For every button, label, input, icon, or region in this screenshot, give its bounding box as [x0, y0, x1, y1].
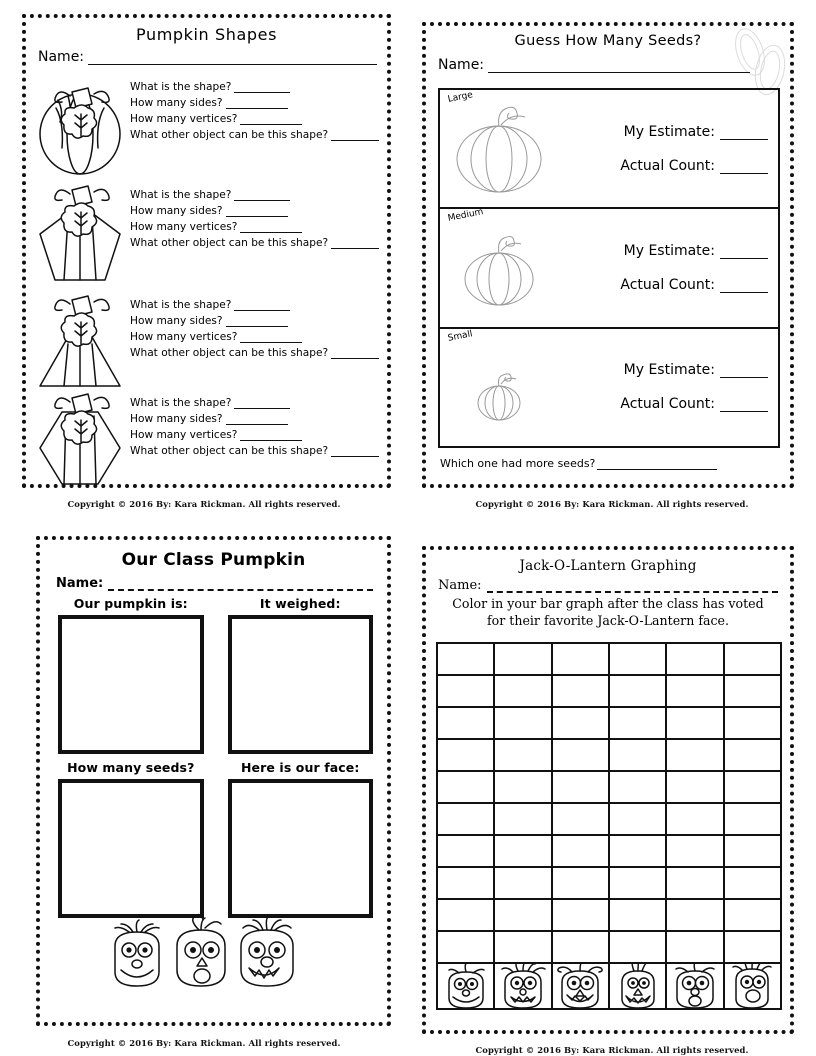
- estimate-fields: [558, 243, 778, 293]
- table-row-large: [440, 90, 778, 209]
- name-label: Name:: [56, 576, 104, 591]
- graph-cell[interactable]: [667, 772, 724, 802]
- graph-cell[interactable]: [495, 900, 552, 930]
- graph-cell[interactable]: [495, 644, 552, 674]
- cell-here-is-our-face: [228, 760, 374, 918]
- graph-cell[interactable]: [725, 900, 780, 930]
- shape-block-hexagon: [34, 392, 381, 492]
- graph-cell[interactable]: [438, 804, 495, 834]
- graph-cell[interactable]: [553, 804, 610, 834]
- graph-cell[interactable]: [438, 644, 495, 674]
- hexagon-pumpkin-icon: [34, 392, 126, 492]
- graph-cell[interactable]: [495, 772, 552, 802]
- axis-face-2: [495, 962, 552, 1008]
- answer-blank[interactable]: [331, 131, 379, 141]
- name-field-row: [438, 578, 778, 593]
- cell-label: It weighed:: [259, 596, 341, 611]
- graph-cell[interactable]: [438, 740, 495, 770]
- axis-face-1: [438, 962, 495, 1008]
- drawing-box[interactable]: [228, 779, 374, 918]
- graph-cell[interactable]: [438, 868, 495, 898]
- circle-pumpkin-icon: [34, 76, 126, 180]
- shape-block-pentagon: [34, 184, 381, 288]
- name-field-row: [56, 576, 373, 591]
- estimate-label: My Estimate:: [623, 123, 715, 140]
- answer-blank[interactable]: [226, 207, 288, 217]
- pentagon-pumpkin-icon: [34, 184, 126, 288]
- worksheet-jack-o-lantern-graphing: [408, 528, 816, 1056]
- name-label: Name:: [38, 49, 85, 65]
- graph-cell[interactable]: [667, 708, 724, 738]
- question-sides: How many sides?: [130, 205, 223, 218]
- question-other-object: What other object can be this shape?: [130, 237, 329, 250]
- shape-questions: [130, 294, 381, 394]
- cell-our-pumpkin-is: [58, 596, 204, 754]
- graph-cell[interactable]: [610, 836, 667, 866]
- graph-cell[interactable]: [495, 708, 552, 738]
- graph-cell[interactable]: [610, 644, 667, 674]
- graph-row: [438, 932, 780, 964]
- page-title-graphing: Jack-O-Lantern Graphing: [519, 558, 697, 574]
- graph-row: [438, 644, 780, 676]
- page-title-pumpkin-shapes: Pumpkin Shapes: [135, 25, 278, 44]
- copyright-notice: Copyright © 2016 By: Kara Rickman. All rights reserved.: [67, 499, 341, 509]
- worksheet-class-pumpkin: [0, 528, 408, 1056]
- question-other-object: What other object can be this shape?: [130, 347, 329, 360]
- graph-cell[interactable]: [438, 932, 495, 962]
- shape-questions: [130, 76, 381, 180]
- question-vertices: How many vertices?: [130, 221, 238, 234]
- size-label-medium: Medium: [447, 207, 485, 225]
- graph-row: [438, 804, 780, 836]
- cell-label: How many seeds?: [67, 760, 195, 775]
- shape-block-triangle: [34, 294, 381, 394]
- graph-cell[interactable]: [725, 676, 780, 706]
- graph-cell[interactable]: [725, 804, 780, 834]
- graph-cell[interactable]: [667, 868, 724, 898]
- graph-cell[interactable]: [610, 708, 667, 738]
- answer-blank[interactable]: [240, 431, 302, 441]
- axis-face-5: [667, 962, 724, 1008]
- actual-count-label: Actual Count:: [620, 396, 715, 413]
- graph-cell[interactable]: [553, 932, 610, 962]
- graph-cell[interactable]: [610, 740, 667, 770]
- graph-row: [438, 868, 780, 900]
- graph-cell[interactable]: [438, 836, 495, 866]
- estimate-input-line[interactable]: [720, 128, 768, 140]
- graph-cell[interactable]: [495, 740, 552, 770]
- estimate-table: [438, 88, 780, 448]
- answer-blank[interactable]: [234, 191, 290, 201]
- cell-label: Here is our face:: [241, 760, 360, 775]
- actual-count-input-line[interactable]: [720, 400, 768, 412]
- question-vertices: How many vertices?: [130, 113, 238, 126]
- axis-face-6: [725, 962, 780, 1008]
- triangle-pumpkin-icon: [34, 294, 126, 394]
- graph-cell[interactable]: [610, 900, 667, 930]
- graph-cell[interactable]: [553, 708, 610, 738]
- graph-cell[interactable]: [725, 836, 780, 866]
- large-pumpkin-icon: [440, 101, 558, 197]
- drawing-box[interactable]: [58, 615, 204, 754]
- graph-row: [438, 676, 780, 708]
- medium-pumpkin-icon: [440, 227, 558, 309]
- graph-cell[interactable]: [438, 708, 495, 738]
- graph-cell[interactable]: [667, 644, 724, 674]
- pumpkin-face-trio: [40, 908, 387, 996]
- question-other-object: What other object can be this shape?: [130, 129, 329, 142]
- graph-cell[interactable]: [610, 932, 667, 962]
- answer-blank[interactable]: [234, 399, 290, 409]
- graph-cell[interactable]: [495, 868, 552, 898]
- instructions: [432, 596, 784, 629]
- answer-blank[interactable]: [331, 447, 379, 457]
- graph-cell[interactable]: [553, 644, 610, 674]
- graph-cell[interactable]: [495, 836, 552, 866]
- answer-blank[interactable]: [240, 223, 302, 233]
- jack-o-lantern-faces-icon: [99, 910, 329, 996]
- page-title-class-pumpkin: Our Class Pumpkin: [121, 550, 306, 570]
- answer-blank[interactable]: [226, 317, 288, 327]
- graph-cell[interactable]: [725, 644, 780, 674]
- graph-cell[interactable]: [553, 740, 610, 770]
- actual-count-input-line[interactable]: [720, 162, 768, 174]
- graph-cell[interactable]: [667, 740, 724, 770]
- small-pumpkin-icon: [440, 347, 558, 427]
- graph-cell[interactable]: [667, 932, 724, 962]
- graph-axis-face-row: [436, 962, 782, 1010]
- instructions-line-2: for their favorite Jack-O-Lantern face.: [487, 612, 729, 628]
- graph-cell[interactable]: [438, 676, 495, 706]
- graph-cell[interactable]: [667, 804, 724, 834]
- graph-cell[interactable]: [553, 836, 610, 866]
- graph-cell[interactable]: [610, 676, 667, 706]
- copyright-notice: Copyright © 2016 By: Kara Rickman. All rights reserved.: [475, 499, 749, 509]
- answer-blank[interactable]: [240, 115, 302, 125]
- answer-blank[interactable]: [331, 349, 379, 359]
- name-field-row: [438, 57, 750, 73]
- question-shape: What is the shape?: [130, 397, 232, 409]
- question-other-object: What other object can be this shape?: [130, 445, 329, 458]
- drawing-box[interactable]: [58, 779, 204, 918]
- axis-face-3: [553, 962, 610, 1008]
- graph-cell[interactable]: [725, 772, 780, 802]
- answer-blank[interactable]: [226, 99, 288, 109]
- question-sides: How many sides?: [130, 97, 223, 110]
- graph-cell[interactable]: [495, 804, 552, 834]
- answer-blank[interactable]: [240, 333, 302, 343]
- graph-cell[interactable]: [725, 740, 780, 770]
- axis-face-4: [610, 962, 667, 1008]
- graph-cell[interactable]: [553, 676, 610, 706]
- copyright-notice: Copyright © 2016 By: Kara Rickman. All rights reserved.: [67, 1038, 341, 1048]
- name-input-line[interactable]: [108, 578, 373, 591]
- worksheet-pumpkin-shapes: [0, 0, 408, 528]
- graph-cell[interactable]: [610, 804, 667, 834]
- question-vertices: How many vertices?: [130, 429, 238, 442]
- worksheet-guess-seeds: [408, 0, 816, 528]
- graph-cell[interactable]: [667, 900, 724, 930]
- drawing-box[interactable]: [228, 615, 374, 754]
- graph-cell[interactable]: [725, 868, 780, 898]
- name-field-row: [38, 49, 377, 65]
- copyright-notice: Copyright © 2016 By: Kara Rickman. All rights reserved.: [475, 1045, 749, 1055]
- graph-cell[interactable]: [667, 836, 724, 866]
- cell-label: Our pumpkin is:: [73, 596, 188, 611]
- answer-blank[interactable]: [234, 301, 290, 311]
- graph-cell[interactable]: [553, 772, 610, 802]
- estimate-fields: [558, 124, 778, 174]
- actual-count-label: Actual Count:: [620, 276, 715, 293]
- footer-answer-line[interactable]: [597, 459, 717, 470]
- graph-row: [438, 836, 780, 868]
- name-input-line[interactable]: [488, 60, 750, 73]
- estimate-input-line[interactable]: [720, 247, 768, 259]
- graph-row: [438, 708, 780, 740]
- bar-graph-grid: [436, 642, 782, 964]
- footer-question-label: Which one had more seeds?: [440, 457, 596, 470]
- size-label-small: Small: [447, 328, 474, 344]
- actual-count-label: Actual Count:: [620, 157, 715, 174]
- graph-cell[interactable]: [610, 868, 667, 898]
- instructions-line-1: Color in your bar graph after the class has voted: [452, 596, 764, 611]
- cell-it-weighed: [228, 596, 374, 754]
- graph-row: [438, 900, 780, 932]
- size-label-large: Large: [447, 90, 474, 105]
- question-sides: How many sides?: [130, 315, 223, 328]
- graph-cell[interactable]: [553, 900, 610, 930]
- graph-cell[interactable]: [495, 676, 552, 706]
- estimate-input-line[interactable]: [720, 366, 768, 378]
- graph-cell[interactable]: [667, 676, 724, 706]
- graph-cell[interactable]: [725, 932, 780, 962]
- shape-block-circle: [34, 76, 381, 180]
- name-input-line[interactable]: [487, 580, 778, 593]
- question-sides: How many sides?: [130, 413, 223, 426]
- footer-question-row: [440, 457, 776, 470]
- table-row-small: [440, 329, 778, 446]
- name-input-line[interactable]: [88, 52, 377, 65]
- name-label: Name:: [438, 57, 485, 73]
- name-label: Name:: [438, 578, 482, 593]
- answer-blank[interactable]: [234, 83, 290, 93]
- graph-cell[interactable]: [438, 772, 495, 802]
- graph-row: [438, 740, 780, 772]
- graph-cell[interactable]: [725, 708, 780, 738]
- table-row-medium: [440, 209, 778, 328]
- shape-questions: [130, 184, 381, 288]
- question-shape: What is the shape?: [130, 189, 232, 201]
- question-shape: What is the shape?: [130, 299, 232, 311]
- response-grid: [58, 596, 373, 918]
- graph-row: [438, 772, 780, 804]
- graph-cell[interactable]: [495, 932, 552, 962]
- graph-cell[interactable]: [553, 868, 610, 898]
- shape-questions: [130, 392, 381, 492]
- graph-cell[interactable]: [610, 772, 667, 802]
- question-vertices: How many vertices?: [130, 331, 238, 344]
- answer-blank[interactable]: [226, 415, 288, 425]
- cell-how-many-seeds: [58, 760, 204, 918]
- question-shape: What is the shape?: [130, 81, 232, 93]
- graph-cell[interactable]: [438, 900, 495, 930]
- page-title-guess-seeds: Guess How Many Seeds?: [514, 33, 702, 49]
- estimate-label: My Estimate:: [623, 242, 715, 259]
- answer-blank[interactable]: [331, 239, 379, 249]
- estimate-label: My Estimate:: [623, 362, 715, 379]
- actual-count-input-line[interactable]: [720, 281, 768, 293]
- estimate-fields: [558, 362, 778, 412]
